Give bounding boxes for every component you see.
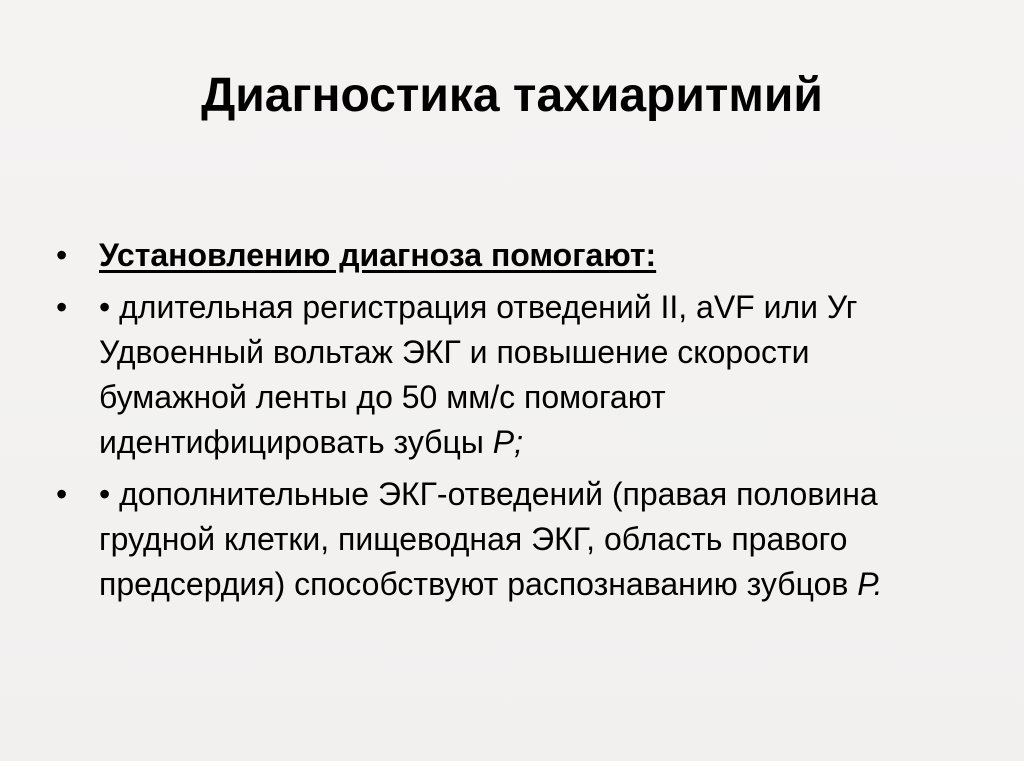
bullet-marker: • (56, 476, 68, 512)
bullet-item-heading (56, 233, 956, 278)
bullet-text: • длительная регистрация отведений II, aVF или Уг Удвоенный вольтаж ЭКГ и повышение скорости бумажной ленты до 50 мм/с помогают идентифицировать зубцы (99, 289, 858, 460)
bullet-item-leads (56, 472, 956, 607)
bullet-item-recording (56, 285, 956, 465)
bullet-italic-tail: P; (492, 424, 523, 460)
bullet-heading-text: Установлению диагноза помогают: (99, 237, 657, 273)
slide-title: Диагностика тахиаритмий (201, 69, 823, 122)
bullet-text: • дополнительные ЭКГ-отведений (правая половина грудной клетки, пищеводная ЭКГ, область правого предсердия) способствуют распознаванию зубцов (99, 476, 878, 602)
bullet-marker: • (56, 289, 68, 325)
bullet-marker: • (56, 237, 68, 273)
bullet-italic-tail: Р. (857, 566, 883, 602)
bullet-list (56, 233, 956, 614)
